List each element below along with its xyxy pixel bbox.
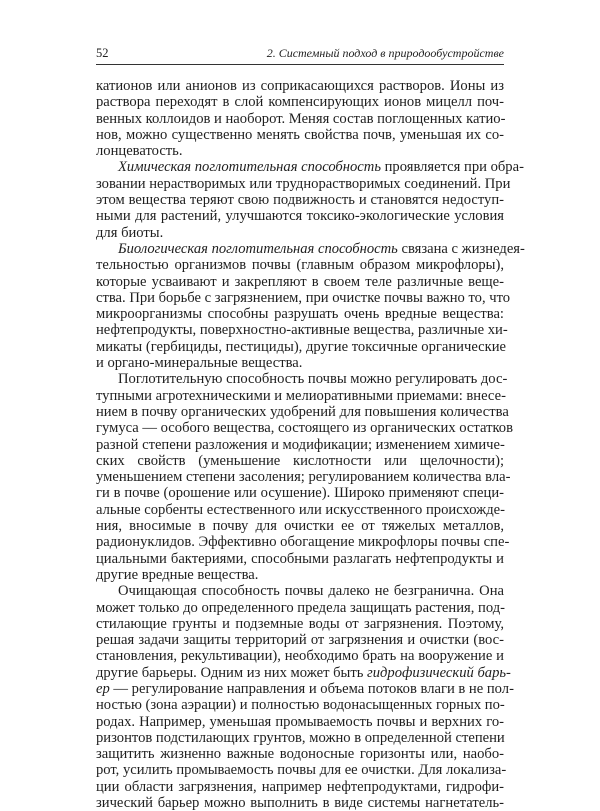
line-text: ги в почве (орошение или осушение). Широко применяют специ-: [96, 485, 504, 502]
line-text: стилающие грунты и подземные воды от загрязнения. Поэтому,: [96, 615, 504, 632]
line-text: связана с жизнедея-: [397, 240, 525, 257]
line-text: катионов или анионов из соприкасающихся растворов. Ионы из: [96, 78, 504, 94]
text-line: [96, 225, 504, 241]
italic-term: Биологическая поглотительная способность: [118, 240, 398, 257]
italic-term: Химическая поглотительная способность: [118, 159, 381, 176]
text-line: [96, 127, 504, 143]
text-line: [96, 420, 513, 437]
text-line: [96, 534, 510, 551]
text-line: [96, 371, 508, 388]
line-text: микроорганизмы способны разрушать очень вредные вещества:: [96, 306, 504, 323]
line-text: венных коллоидов и наоборот. Меняя состав поглощенных катио-: [96, 110, 506, 127]
line-text: ства. При борьбе с загрязнением, при очистке почвы важно то, что: [96, 289, 511, 306]
line-text: другие вредные вещества.: [96, 566, 259, 583]
text-line: [96, 664, 511, 681]
line-text: нием в почву органических удобрений для повышения количества: [96, 403, 509, 420]
text-line: [96, 502, 504, 518]
line-text: ских свойств (уменьшение кислотности или щелочности);: [96, 452, 504, 469]
line-text: нов, можно существенно менять свойства почв, уменьшая их со-: [96, 126, 504, 143]
line-text: — регулирование направления и объема потоков влаги в не пол-: [109, 680, 514, 697]
text-line: [96, 257, 504, 273]
text-line: [96, 240, 525, 257]
text-line: [96, 762, 507, 779]
text-line: [96, 143, 504, 159]
text-line: [96, 306, 504, 322]
line-text: ции области загрязнения, например нефтепродуктами, гидрофи-: [96, 778, 504, 795]
line-text: этом вещества теряют свою подвижность и становятся недоступ-: [96, 192, 504, 209]
text-line: [96, 274, 504, 290]
line-text: родах. Например, уменьшая промываемость почвы и верхних го-: [96, 713, 504, 730]
italic-term: ер: [96, 680, 110, 697]
line-text: другие барьеры. Одним из них может быть: [96, 664, 368, 681]
text-line: [96, 388, 504, 404]
text-line: [96, 518, 504, 534]
text-line: [96, 403, 509, 420]
text-line: [96, 485, 504, 501]
italic-term: гидрофизический барь-: [367, 664, 511, 681]
text-line: [96, 779, 504, 795]
page-header: [96, 46, 504, 65]
line-text: тельностью организмов почвы (главным образом микрофлоры),: [96, 257, 504, 274]
text-line: [96, 322, 508, 339]
text-line: [96, 159, 524, 176]
line-text: микаты (гербициды, пестициды), другие токсичные органические: [96, 338, 507, 355]
text-line: [96, 680, 514, 697]
line-text: ния, вносимые в почву для очистки ее от тяжелых металлов,: [96, 518, 504, 535]
text-line: [96, 208, 504, 224]
line-text: которые усваивают и закрепляют в своем теле различные веще-: [96, 273, 504, 290]
line-text: уменьшением степени засоления; регулированием количества вла-: [96, 469, 511, 486]
text-line: [96, 355, 504, 371]
text-line: [96, 192, 504, 208]
line-text: проявляется при обра-: [380, 159, 524, 176]
text-line: [96, 697, 504, 713]
line-text: гумуса — особого вещества, состоящего из органических остатков: [96, 420, 513, 437]
line-text: решая задачи защиты территорий от загрязнения и очистки (вос-: [96, 632, 504, 649]
text-line: [96, 551, 504, 567]
line-text: и органо-минеральные вещества.: [96, 355, 303, 372]
line-text: ными для растений, улучшаются токсико-экологические условия: [96, 208, 504, 225]
line-text: тупными агротехническими и мелиоративными приемами: внесе-: [96, 387, 506, 404]
line-text: рот, усилить промываемость почвы для ее очистки. Для локализа-: [96, 762, 507, 779]
text-line: [96, 94, 504, 110]
line-text: для биоты.: [96, 224, 164, 241]
text-line: [96, 632, 504, 648]
line-text: защитить жизненно важные водоносные горизонты или, наобо-: [96, 746, 504, 763]
line-text: Поглотительную способность почвы можно регулировать дос-: [118, 371, 508, 388]
line-text: разной степени разложения и модификации; изменением химиче-: [96, 436, 505, 453]
text-line: [96, 78, 504, 94]
text-line: [96, 338, 507, 355]
text-line: [96, 730, 504, 746]
line-text: лонцеватость.: [96, 143, 183, 160]
running-head: 2. Системный подход в природообустройстве: [266, 46, 504, 60]
text-line: [96, 746, 504, 762]
text-line: [96, 583, 504, 599]
text-line: [96, 795, 504, 811]
text-line: [96, 175, 511, 192]
line-text: нефтепродукты, поверхностно-активные вещества, различные хи-: [96, 322, 508, 339]
text-line: [96, 567, 504, 583]
text-line: [96, 616, 504, 632]
line-text: Очищающая способность почвы далеко не безгранична. Она: [118, 583, 504, 600]
page-number: 52: [96, 46, 109, 60]
text-line: [96, 600, 504, 616]
text-line: [96, 648, 504, 664]
line-text: может только до определенного предела защищать растения, под-: [96, 599, 506, 616]
text-line: [96, 289, 511, 306]
text-line: [96, 437, 504, 453]
line-text: раствора переходят в слой компенсирующих ионов мицелл поч-: [96, 94, 504, 111]
text-line: [96, 469, 511, 486]
line-text: радионуклидов. Эффективно обогащение микрофлоры почвы спе-: [96, 534, 510, 551]
line-text: зический барьер можно выполнить в виде системы нагнетатель-: [96, 795, 504, 811]
line-text: циальными бактериями, способными разлагать нефтепродукты и: [96, 550, 504, 567]
line-text: зовании нерастворимых или труднорастворимых соединений. При: [96, 175, 511, 192]
text-line: [96, 714, 504, 730]
line-text: ризонтов подстилающих грунтов, можно в определенной степени: [96, 729, 505, 746]
line-text: ностью (зона аэрации) и полностью водонасыщенных горных по-: [96, 697, 505, 714]
body-text: [96, 78, 525, 811]
text-line: [96, 453, 504, 469]
text-line: [96, 111, 504, 127]
line-text: альные сорбенты естественного или искусственного происхожде-: [96, 501, 506, 518]
line-text: становления, рекультивации), необходимо брать на вооружение и: [96, 648, 504, 665]
